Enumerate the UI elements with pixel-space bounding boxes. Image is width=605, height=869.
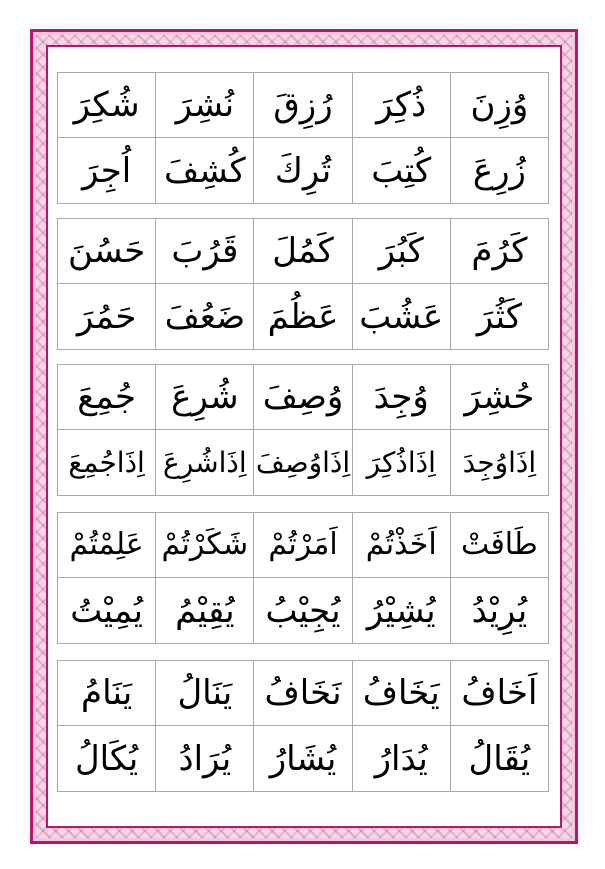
word-cell: كُتِبَ: [352, 138, 450, 204]
word-table-5: [57, 660, 549, 792]
word-cell: طَافَتْ: [450, 513, 548, 578]
word-cell: جُمِعَ: [58, 365, 156, 430]
word-cell: يُقَالُ: [450, 726, 548, 792]
word-cell: يُمِيْتُ: [58, 578, 156, 644]
word-cell: يُقِيْمُ: [156, 578, 254, 644]
word-cell: يَخَافُ: [352, 661, 450, 726]
word-cell: يُرَادُ: [156, 726, 254, 792]
word-table-3: [57, 364, 549, 496]
word-cell: نُشِرَ: [156, 73, 254, 138]
word-cell: يُجِيْبُ: [254, 578, 352, 644]
word-cell: وُصِفَ: [254, 365, 352, 430]
word-cell: اُجِرَ: [58, 138, 156, 204]
word-cell: يُشَارُ: [254, 726, 352, 792]
word-table-1: [57, 72, 549, 204]
word-cell: وُزِنَ: [450, 73, 548, 138]
word-cell: اِذَاوُجِدَ: [450, 430, 548, 496]
word-cell: حَسُنَ: [58, 219, 156, 284]
word-cell: شَكَرْتُمْ: [156, 513, 254, 578]
word-cell: اَخَافُ: [450, 661, 548, 726]
word-cell: ضَعُفَ: [156, 284, 254, 350]
word-cell: حَمُرَ: [58, 284, 156, 350]
word-cell: اِذَاذُكِرَ: [352, 430, 450, 496]
word-cell: عَظُمَ: [254, 284, 352, 350]
word-cell: عَلِمْتُمْ: [58, 513, 156, 578]
word-cell: نَخَافُ: [254, 661, 352, 726]
word-cell: كُشِفَ: [156, 138, 254, 204]
word-cell: اَمَرْتُمْ: [254, 513, 352, 578]
word-cell: رُزِقَ: [254, 73, 352, 138]
word-cell: ذُكِرَ: [352, 73, 450, 138]
word-cell: يُرِيْدُ: [450, 578, 548, 644]
word-cell: شُكِرَ: [58, 73, 156, 138]
word-cell: يُكَالُ: [58, 726, 156, 792]
word-cell: زُرِعَ: [450, 138, 548, 204]
word-cell: عَشُبَ: [352, 284, 450, 350]
word-cell: يَنَالُ: [156, 661, 254, 726]
word-cell: كَرُمَ: [450, 219, 548, 284]
word-cell: كَبُرَ: [352, 219, 450, 284]
word-table-2: [57, 218, 549, 350]
word-cell: يُدَارُ: [352, 726, 450, 792]
word-cell: اِذَاشُرِعَ: [156, 430, 254, 496]
word-cell: شُرِعَ: [156, 365, 254, 430]
word-cell: كَثُرَ: [450, 284, 548, 350]
word-cell: اِذَاجُمِعَ: [58, 430, 156, 496]
word-cell: قَرُبَ: [156, 219, 254, 284]
word-cell: يَنَامُ: [58, 661, 156, 726]
word-cell: يُشِيْرُ: [352, 578, 450, 644]
word-cell: تُرِكَ: [254, 138, 352, 204]
word-cell: وُجِدَ: [352, 365, 450, 430]
word-cell: كَمُلَ: [254, 219, 352, 284]
word-cell: اِذَاوُصِفَ: [254, 430, 352, 496]
word-table-4: [57, 512, 549, 644]
word-cell: حُشِرَ: [450, 365, 548, 430]
word-cell: اَخَذْتُمْ: [352, 513, 450, 578]
